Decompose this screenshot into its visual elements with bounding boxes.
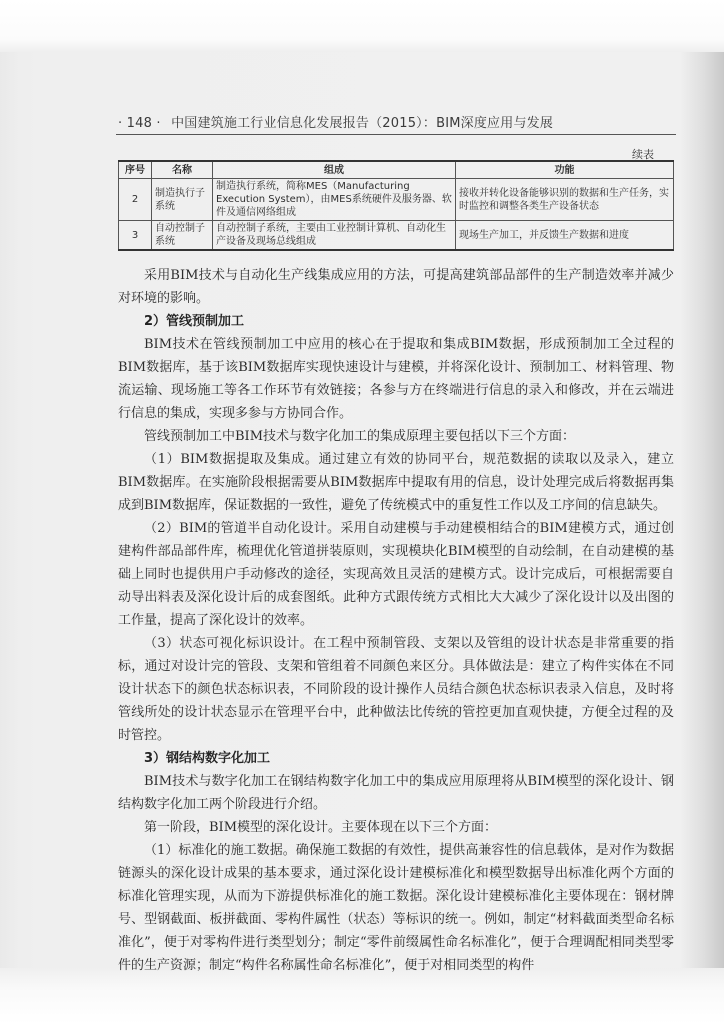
paragraph: 第一阶段，BIM模型的深化设计。主要体现在以下三个方面：: [144, 820, 497, 835]
page-number: · 148 ·: [118, 116, 161, 131]
header-rule: [116, 134, 676, 135]
table-row: [119, 221, 674, 251]
paragraph: 管线预制加工中BIM技术与数字化加工的集成原理主要包括以下三个方面：: [144, 429, 575, 444]
table-row: [119, 179, 674, 221]
cell-no: 3: [119, 221, 152, 251]
scan-margin-top: [0, 0, 724, 52]
paragraph: 采用BIM技术与自动化生产线集成应用的方法，可提高建筑部品部件的生产制造效率并减少对环境的影响。: [118, 268, 674, 306]
column-header-composition: 组成: [213, 161, 456, 179]
cell-function: 接收并转化设备能够识别的数据和生产任务，实时监控和调整各类生产设备状态: [456, 179, 674, 221]
paragraph: BIM技术与数字化加工在钢结构数字化加工中的集成应用原理将从BIM模型的深化设计、钢结构数字化加工两个阶段进行介绍。: [118, 774, 674, 812]
cell-name: 自动控制子系统: [152, 221, 213, 251]
cell-function: 现场生产加工，并反馈生产数据和进度: [456, 221, 674, 251]
paragraph: （2）BIM的管道半自动化设计。采用自动建模与手动建模相结合的BIM建模方式，通过创建构件部品部件库，梳理优化管道拼装原则，实现模块化BIM模型的自动绘制，在自动建模的基础上同时也提供用户手动修改的途径，实现高效且灵活的建模方式。设计完成后，可根据需要自动导出料表及深化设计后的成套图纸。此种方式跟传统方式相比大大减少了深化设计以及出图的工作量，提高了深化设计的效率。: [118, 521, 674, 628]
book-title: 中国建筑施工行业信息化发展报告（2015）：BIM深度应用与发展: [171, 116, 554, 131]
column-header-name: 名称: [152, 161, 213, 179]
cell-no: 2: [119, 179, 152, 221]
section-heading-steel-structure: 3）钢结构数字化加工: [144, 751, 271, 766]
column-header-no: 序号: [119, 161, 152, 179]
body-text: [118, 264, 674, 977]
paragraph: BIM技术在管线预制加工中应用的核心在于提取和集成BIM数据，形成预制加工全过程的BIM数据库，基于该BIM数据库实现快速设计与建模，并将深化设计、预制加工、材料管理、物流运输、现场施工等各工作环节有效链接；各参与方在终端进行信息的录入和修改，并在云端进行信息的集成，实现多参与方协同合作。: [118, 337, 674, 421]
running-header: [118, 112, 678, 131]
column-header-function: 功能: [456, 161, 674, 179]
table-continued-label: 续表: [632, 148, 654, 161]
paragraph: （3）状态可视化标识设计。在工程中预制管段、支架以及管组的设计状态是非常重要的指标，通过对设计完的管段、支架和管组着不同颜色来区分。具体做法是：建立了构件实体在不同设计状态下的颜色状态标识表，不同阶段的设计操作人员结合颜色状态标识表录入信息，及时将管线所处的设计状态显示在管理平台中，此种做法比传统的管控更加直观快捷，方便全过程的及时管控。: [118, 636, 674, 743]
system-components-table: [118, 160, 674, 251]
section-heading-pipe-prefab: 2）管线预制加工: [144, 314, 245, 329]
paragraph: （1）标准化的施工数据。确保施工数据的有效性，提供高兼容性的信息载体，是对作为数据链源头的深化设计成果的基本要求，通过深化设计建模标准化和模型数据导出标准化两个方面的标准化管理实现，从而为下游提供标准化的施工数据。深化设计建模标准化主要体现在：钢材牌号、型钢截面、板拼截面、零构件属性（状态）等标识的统一。例如，制定“材料截面类型命名标准化”，便于对零构件进行类型划分；制定“零件前缀属性命名标准化”，便于合理调配相同类型零件的生产资源；制定“构件名称属性命名标准化”，便于对相同类型的构件: [118, 843, 674, 973]
cell-name: 制造执行子系统: [152, 179, 213, 221]
paragraph: （1）BIM数据提取及集成。通过建立有效的协同平台，规范数据的读取以及录入，建立BIM数据库。在实施阶段根据需要从BIM数据库中提取有用的信息，设计处理完成后将数据再集成到BIM数据库，保证数据的一致性，避免了传统模式中的重复性工作以及工序间的信息缺失。: [118, 452, 674, 513]
cell-composition: 制造执行系统，简称MES（Manufacturing Execution System），由MES系统硬件及服务器、软件及通信网络组成: [213, 179, 456, 221]
table-header-row: [119, 161, 674, 179]
cell-composition: 自动控制子系统，主要由工业控制计算机、自动化生产设备及现场总线组成: [213, 221, 456, 251]
